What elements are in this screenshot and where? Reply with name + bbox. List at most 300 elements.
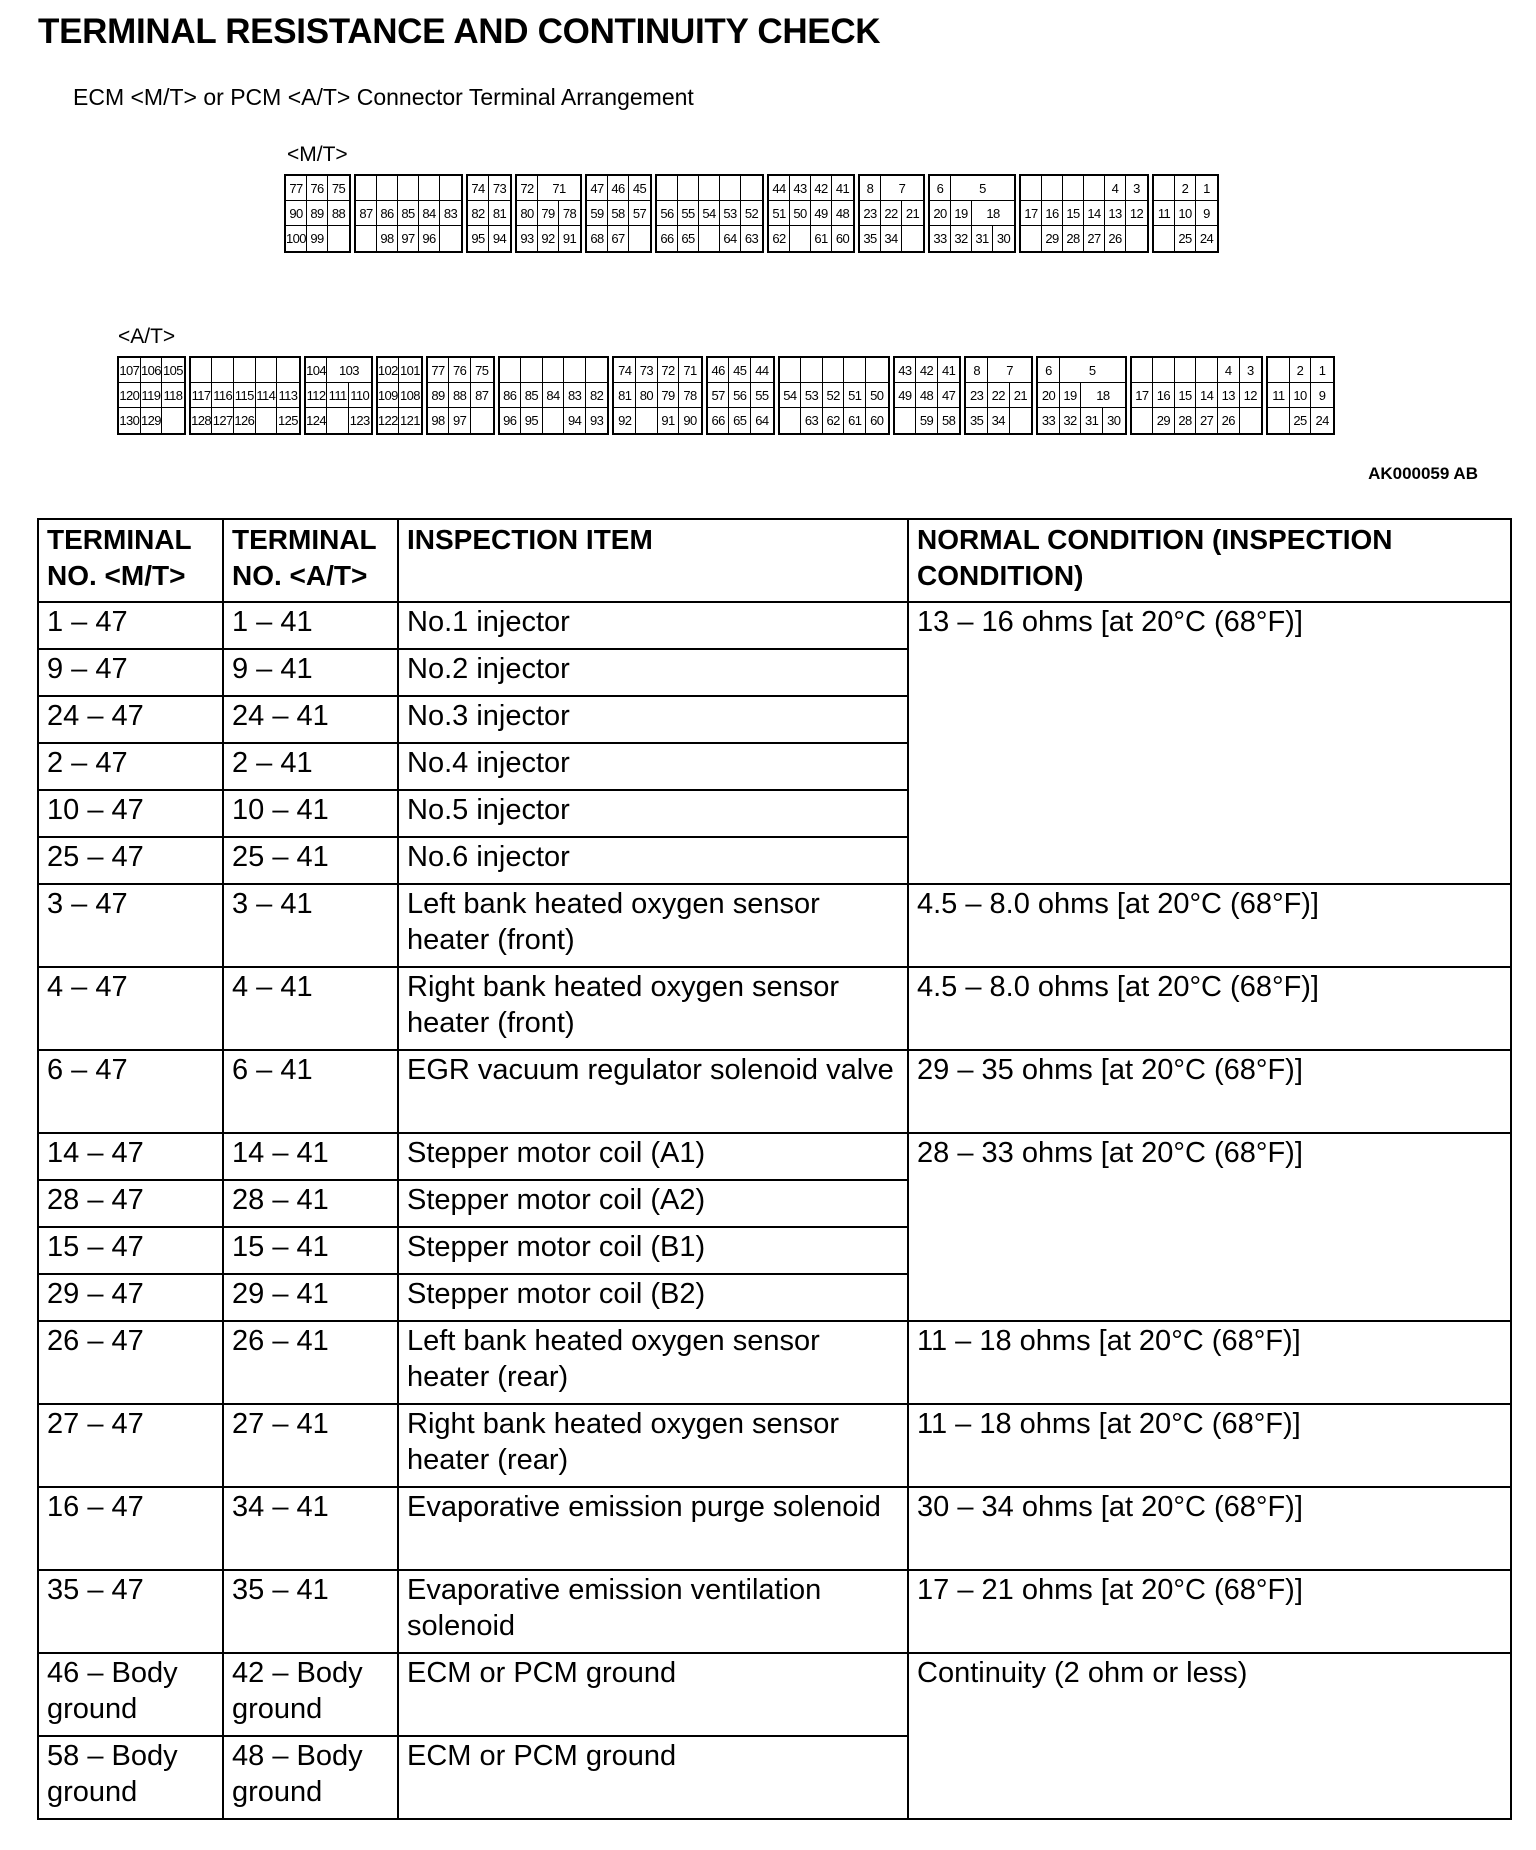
mt-pin: 55 [678,201,699,226]
mt-pin: 71 [538,176,580,201]
at-block [893,356,962,435]
at-pin-empty [471,408,493,433]
mt-pin: 49 [811,201,832,226]
table-row [38,602,1511,649]
mt-pin-empty [1021,226,1042,251]
mt-pin: 85 [398,201,419,226]
mt-pin: 58 [608,201,629,226]
at-pin-empty [191,358,213,383]
terminal-mt-cell: 1 – 47 [38,602,223,649]
mt-pin: 77 [286,176,307,201]
terminal-at-cell: 42 – Body ground [223,1653,398,1736]
at-pin: 16 [1153,383,1175,408]
mt-pin-empty [741,176,762,201]
at-block [426,356,495,435]
at-pin: 93 [590,413,604,428]
at-pin: 14 [1196,383,1218,408]
terminal-mt-cell: 24 – 47 [38,696,223,743]
at-pin: 127 [212,408,234,433]
mt-pin: 87 [356,201,377,226]
inspection-item-cell: No.3 injector [398,696,908,743]
mt-pin-empty [1063,176,1084,201]
mt-pin-empty [1154,176,1175,201]
at-pin: 108 [399,383,421,408]
mt-pin: 43 [790,176,811,201]
at-pin-empty [1268,358,1290,383]
mt-pin: 96 [419,226,440,251]
mt-pin: 17 [1021,201,1042,226]
mt-pin: 98 [377,226,398,251]
mt-pin-empty [629,226,650,251]
terminal-mt-cell: 6 – 47 [38,1050,223,1133]
at-pin: 49 [895,383,917,408]
mt-connector-label: <M/T> [287,143,348,166]
mt-pin: 28 [1063,226,1084,251]
terminal-mt-cell: 16 – 47 [38,1487,223,1570]
at-pin: 66 [708,408,730,433]
mt-pin-empty [902,226,923,251]
mt-pin: 62 [769,226,790,251]
at-pin: 103 [327,358,370,383]
terminal-mt-cell: 28 – 47 [38,1180,223,1227]
terminal-at-cell: 15 – 41 [223,1227,398,1274]
mt-pin: 48 [832,201,853,226]
terminal-at-cell: 10 – 41 [223,790,398,837]
mt-pin: 1 [1196,176,1217,201]
at-pin: 22 [988,383,1010,408]
mt-pin: 59 [587,201,608,226]
at-pin: 76 [449,358,471,383]
inspection-item-cell: Right bank heated oxygen sensor heater (front) [398,967,908,1050]
table-row [38,1404,1511,1487]
mt-pin: 27 [1084,226,1105,251]
at-pin: 80 [636,383,658,408]
at-pin: 119 [141,383,163,408]
terminal-mt-cell: 3 – 47 [38,884,223,967]
at-pin: 92 [614,408,636,433]
mt-pin: 14 [1084,201,1105,226]
mt-pin-empty [377,176,398,201]
at-pin-empty [162,408,184,433]
mt-pin: 9 [1196,201,1217,226]
terminal-mt-cell: 15 – 47 [38,1227,223,1274]
at-pin: 33 [1038,408,1060,433]
terminal-mt-cell: 29 – 47 [38,1274,223,1321]
terminal-at-cell: 1 – 41 [223,602,398,649]
at-pin-empty [844,358,866,383]
at-pin-empty [256,408,278,433]
at-pin: 109 [378,383,400,408]
at-pin-empty [1132,358,1154,383]
terminal-mt-cell: 2 – 47 [38,743,223,790]
mt-pin: 52 [741,201,762,226]
mt-block [585,174,652,253]
mt-pin: 90 [286,201,307,226]
terminal-mt-cell: 4 – 47 [38,967,223,1050]
mt-pin: 29 [1042,226,1063,251]
header-terminal-mt: TERMINAL NO. <M/T> [38,519,223,602]
at-pin: 89 [428,383,450,408]
inspection-item-cell: Stepper motor coil (A2) [398,1180,908,1227]
at-pin: 98 [428,408,450,433]
terminal-at-cell: 35 – 41 [223,1570,398,1653]
at-pin: 84 [543,383,565,408]
terminal-at-cell: 4 – 41 [223,967,398,1050]
mt-pin: 4 [1105,176,1126,201]
at-pin-empty [256,358,278,383]
at-pin: 20 [1038,383,1060,408]
mt-pin: 51 [769,201,790,226]
mt-pin-empty [699,176,720,201]
normal-condition-cell: 17 – 21 ohms [at 20°C (68°F)] [908,1570,1511,1653]
mt-pin: 31 [972,226,993,251]
inspection-item-cell: No.1 injector [398,602,908,649]
mt-pin: 32 [951,226,972,251]
mt-pin: 65 [678,226,699,251]
at-pin: 63 [801,408,823,433]
at-pin: 35 [966,408,988,433]
at-pin: 21 [1010,383,1032,408]
at-pin: 114 [256,383,278,408]
at-block [706,356,775,435]
table-row [38,967,1511,1050]
mt-pin: 66 [657,226,678,251]
mt-block [858,174,925,253]
mt-pin: 41 [832,176,853,201]
terminal-mt-cell: 9 – 47 [38,649,223,696]
mt-pin-empty [678,176,699,201]
at-pin: 126 [234,408,256,433]
at-pin: 3 [1240,358,1262,383]
header-inspection-item: INSPECTION ITEM [398,519,908,602]
at-pin: 82 [586,383,608,408]
at-pin: 54 [780,383,802,408]
at-pin-empty [780,408,802,433]
at-pin-empty [780,358,802,383]
at-pin: 121 [399,413,420,428]
at-block [964,356,1033,435]
inspection-item-cell: Stepper motor coil (B2) [398,1274,908,1321]
table-row [38,1050,1511,1133]
at-pin: 113 [277,383,299,408]
at-pin: 122 [378,408,400,433]
terminal-mt-cell: 35 – 47 [38,1570,223,1653]
at-pin: 81 [614,383,636,408]
at-pin-empty [866,358,888,383]
at-block [1036,356,1126,435]
terminal-at-cell: 29 – 41 [223,1274,398,1321]
mt-pin: 2 [1175,176,1196,201]
terminal-mt-cell: 26 – 47 [38,1321,223,1404]
mt-pin: 86 [377,201,398,226]
at-pin: 91 [658,408,680,433]
at-pin: 26 [1218,408,1240,433]
at-pin: 105 [162,358,184,383]
at-pin: 115 [234,383,256,408]
at-pin: 43 [895,358,917,383]
at-pin-empty [636,408,658,433]
at-pin-empty [543,408,565,433]
mt-pin-empty [440,176,461,201]
mt-pin: 16 [1042,201,1063,226]
mt-pin: 68 [587,226,608,251]
at-pin: 79 [658,383,680,408]
inspection-item-cell: EGR vacuum regulator solenoid valve [398,1050,908,1133]
mt-pin-empty [1042,176,1063,201]
at-pin-empty [521,358,543,383]
table-row [38,1321,1511,1404]
at-pin: 120 [119,383,141,408]
mt-pin: 11 [1154,201,1175,226]
mt-pin: 18 [972,201,1014,226]
at-pin: 34 [988,408,1010,433]
at-pin: 17 [1132,383,1154,408]
page-title: TERMINAL RESISTANCE AND CONTINUITY CHECK [38,12,881,51]
terminal-at-cell: 6 – 41 [223,1050,398,1133]
at-pin: 7 [988,358,1031,383]
mt-pin: 26 [1105,226,1126,251]
at-connector-diagram [117,356,1335,435]
mt-block [466,174,512,253]
at-pin: 72 [658,358,680,383]
mt-pin-empty [398,176,419,201]
mt-pin: 20 [930,201,951,226]
at-pin: 57 [708,383,730,408]
normal-condition-cell: 11 – 18 ohms [at 20°C (68°F)] [908,1404,1511,1487]
terminal-mt-cell: 46 – Body ground [38,1653,223,1736]
at-block [778,356,890,435]
at-pin: 18 [1081,383,1124,408]
at-pin: 74 [614,358,636,383]
mt-block [354,174,463,253]
mt-pin-empty [790,226,811,251]
at-pin: 48 [916,383,938,408]
mt-pin: 72 [517,176,538,201]
mt-pin: 46 [608,176,629,201]
terminal-mt-cell: 27 – 47 [38,1404,223,1487]
inspection-item-cell: Right bank heated oxygen sensor heater (rear) [398,1404,908,1487]
at-pin-empty [1010,408,1032,433]
at-pin: 53 [801,383,823,408]
at-pin-empty [1132,408,1154,433]
at-block [376,356,423,435]
mt-pin-empty [1126,226,1147,251]
at-pin: 52 [823,383,845,408]
at-pin: 86 [500,383,522,408]
normal-condition-cell: 13 – 16 ohms [at 20°C (68°F)] [908,602,1511,884]
mt-pin: 100 [286,226,307,251]
terminal-at-cell: 27 – 41 [223,1404,398,1487]
inspection-item-cell: No.5 injector [398,790,908,837]
at-pin: 78 [679,383,701,408]
at-block [498,356,610,435]
at-pin: 61 [844,408,866,433]
at-pin: 110 [349,383,371,408]
mt-pin: 97 [398,226,419,251]
mt-pin: 12 [1126,201,1147,226]
mt-pin: 61 [811,226,832,251]
at-pin: 101 [399,358,421,383]
mt-pin: 80 [517,201,538,226]
at-pin-empty [212,358,234,383]
at-pin: 30 [1107,413,1121,428]
mt-pin: 56 [657,201,678,226]
at-pin: 111 [327,383,349,408]
at-pin: 59 [916,408,938,433]
mt-pin: 7 [881,176,923,201]
header-terminal-at: TERMINAL NO. <A/T> [223,519,398,602]
mt-pin-empty [356,226,377,251]
at-pin: 73 [636,358,658,383]
at-pin: 96 [500,408,522,433]
at-block [612,356,702,435]
mt-pin-empty [419,176,440,201]
at-pin: 83 [564,383,586,408]
mt-pin: 79 [538,201,559,226]
terminal-at-cell: 28 – 41 [223,1180,398,1227]
at-pin: 9 [1311,383,1333,408]
at-pin-empty [543,358,565,383]
mt-pin: 60 [835,231,850,246]
mt-block [515,174,582,253]
at-pin: 31 [1081,408,1103,433]
terminal-at-cell: 34 – 41 [223,1487,398,1570]
mt-pin-empty [657,176,678,201]
mt-pin: 95 [468,226,489,251]
at-pin: 124 [306,408,328,433]
mt-pin: 50 [790,201,811,226]
terminal-mt-cell: 14 – 47 [38,1133,223,1180]
mt-pin: 44 [769,176,790,201]
terminal-at-cell: 3 – 41 [223,884,398,967]
mt-pin: 3 [1126,176,1147,201]
mt-pin: 84 [419,201,440,226]
at-pin: 45 [729,358,751,383]
at-pin: 85 [521,383,543,408]
at-pin: 65 [729,408,751,433]
mt-pin: 47 [587,176,608,201]
at-pin: 41 [938,358,960,383]
at-block [304,356,373,435]
inspection-item-cell: Stepper motor coil (B1) [398,1227,908,1274]
mt-pin: 99 [307,226,328,251]
at-connector-label: <A/T> [118,325,176,348]
inspection-item-cell: No.2 injector [398,649,908,696]
at-pin: 75 [471,358,493,383]
mt-pin-empty [440,226,461,251]
mt-pin: 73 [489,176,510,201]
mt-pin: 19 [951,201,972,226]
at-pin: 112 [306,383,328,408]
at-pin: 10 [1290,383,1312,408]
at-pin: 4 [1218,358,1240,383]
at-pin: 62 [823,408,845,433]
at-pin: 29 [1153,408,1175,433]
mt-pin-empty [1154,226,1175,251]
at-pin-empty [277,358,299,383]
at-pin-empty [564,358,586,383]
at-block [1266,356,1335,435]
inspection-item-cell: Evaporative emission purge solenoid [398,1487,908,1570]
mt-connector-diagram [284,174,1219,253]
at-pin: 51 [844,383,866,408]
mt-pin-empty [699,226,720,251]
inspection-item-cell: Stepper motor coil (A1) [398,1133,908,1180]
table-header-row [38,519,1511,602]
mt-block [1152,174,1219,253]
at-pin-empty [500,358,522,383]
terminal-mt-cell: 25 – 47 [38,837,223,884]
at-pin: 42 [916,358,938,383]
at-pin: 28 [1175,408,1197,433]
mt-pin: 88 [328,201,349,226]
mt-pin-empty [356,176,377,201]
mt-pin: 92 [538,226,559,251]
at-pin-empty [1175,358,1197,383]
inspection-item-cell: ECM or PCM ground [398,1653,908,1736]
inspection-item-cell: Left bank heated oxygen sensor heater (front) [398,884,908,967]
normal-condition-cell: 28 – 33 ohms [at 20°C (68°F)] [908,1133,1511,1321]
at-pin: 13 [1218,383,1240,408]
inspection-table [37,518,1512,1820]
at-pin: 130 [119,408,141,433]
terminal-mt-cell: 10 – 47 [38,790,223,837]
inspection-item-cell: No.4 injector [398,743,908,790]
mt-pin: 35 [860,226,881,251]
mt-pin: 54 [699,201,720,226]
at-pin: 47 [938,383,960,408]
at-pin-empty [1196,358,1218,383]
at-pin: 11 [1268,383,1290,408]
at-pin: 117 [191,383,213,408]
at-pin: 123 [349,413,370,428]
mt-pin: 6 [930,176,951,201]
at-pin: 1 [1311,358,1333,383]
mt-pin: 45 [629,176,650,201]
mt-block [767,174,855,253]
mt-pin: 76 [307,176,328,201]
at-pin-empty [327,408,349,433]
mt-pin-empty [1084,176,1105,201]
terminal-mt-cell: 58 – Body ground [38,1736,223,1819]
figure-id: AK000059 AB [1368,464,1478,483]
terminal-at-cell: 24 – 41 [223,696,398,743]
at-pin: 118 [162,383,184,408]
mt-pin: 10 [1175,201,1196,226]
at-pin: 19 [1060,383,1082,408]
at-pin: 125 [278,413,298,428]
mt-pin: 42 [811,176,832,201]
mt-pin: 94 [492,231,507,246]
mt-pin: 64 [720,226,741,251]
at-pin: 58 [941,413,956,428]
mt-pin: 78 [559,201,580,226]
terminal-at-cell: 48 – Body ground [223,1736,398,1819]
at-pin-empty [1268,408,1290,433]
at-pin: 55 [751,383,773,408]
figure-caption: ECM <M/T> or PCM <A/T> Connector Terminal Arrangement [73,84,694,110]
at-pin: 102 [378,358,400,383]
mt-pin: 75 [328,176,349,201]
at-pin: 44 [751,358,773,383]
mt-pin: 93 [517,226,538,251]
at-pin: 23 [966,383,988,408]
at-pin: 90 [683,413,697,428]
inspection-item-cell: ECM or PCM ground [398,1736,908,1819]
table-row [38,1133,1511,1180]
normal-condition-cell: 4.5 – 8.0 ohms [at 20°C (68°F)] [908,967,1511,1050]
mt-pin: 82 [468,201,489,226]
